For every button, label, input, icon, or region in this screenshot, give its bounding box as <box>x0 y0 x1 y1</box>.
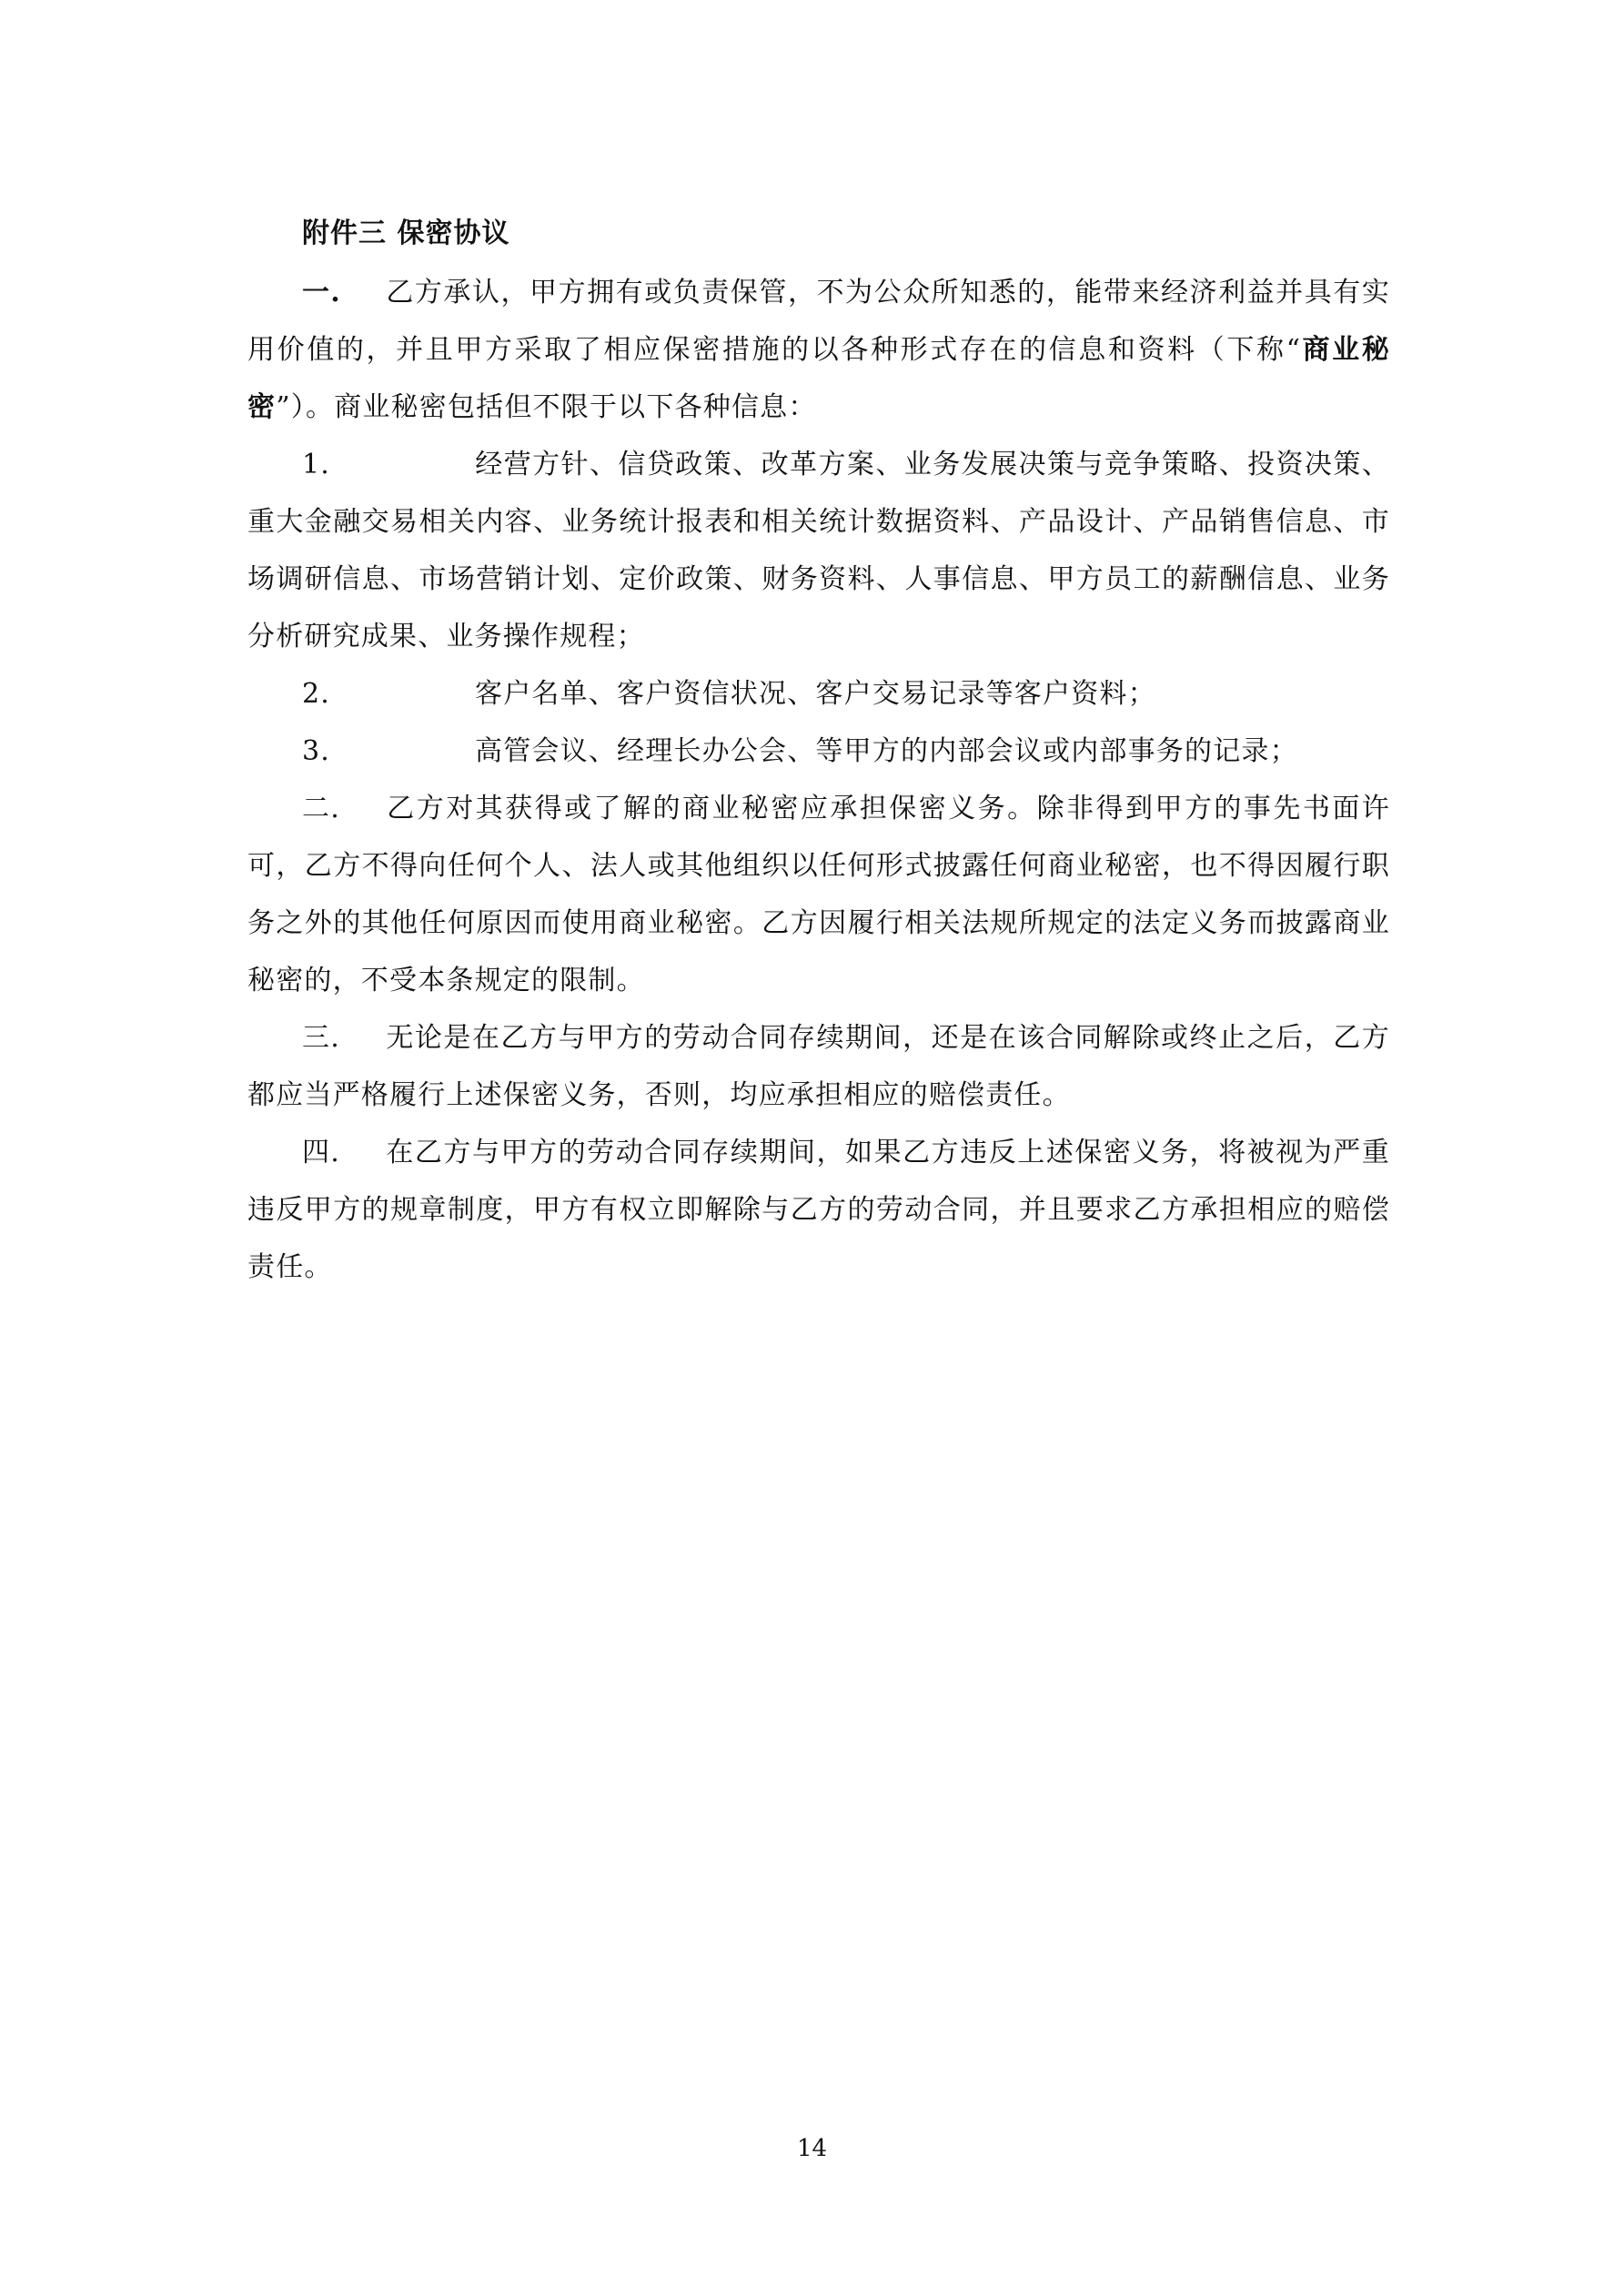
section-number: 三. <box>302 1022 340 1054</box>
item-text: 客户名单、客户资信状况、客户交易记录等客户资料； <box>475 678 1156 710</box>
list-item <box>247 665 1390 723</box>
item-number: 1. <box>302 449 331 480</box>
section-number: 二. <box>302 793 340 824</box>
section-text-continued: ”）。商业秘密包括但不限于以下各种信息： <box>276 391 817 423</box>
list-item <box>247 436 1390 665</box>
section-text: 在乙方与甲方的劳动合同存续期间，如果乙方违反上述保密义务，将被视为严重违反甲方的规章制度，甲方有权立即解除与乙方的劳动合同，并且要求乙方承担相应的赔偿责任。 <box>247 1137 1390 1283</box>
section-number: 一. <box>302 277 341 308</box>
document-body <box>247 205 1390 1296</box>
section-text: 乙方承认，甲方拥有或负责保管，不为公众所知悉的，能带来经济利益并具有实用价值的，并且甲方采取了相应保密措施的以各种形式存在的信息和资料（下称“ <box>247 277 1390 366</box>
item-text: 经营方针、信贷政策、改革方案、业务发展决策与竞争策略、投资决策、重大金融交易相关内容、业务统计报表和相关统计数据资料、产品设计、产品销售信息、市场调研信息、市场营销计划、定价政策、财务资料、人事信息、甲方员工的薪酬信息、业务分析研究成果、业务操作规程； <box>247 449 1390 652</box>
document-heading: 附件三 保密协议 <box>302 217 510 249</box>
item-text: 高管会议、经理长办公会、等甲方的内部会议或内部事务的记录； <box>475 735 1298 767</box>
section-number: 四. <box>302 1137 340 1168</box>
section-text: 无论是在乙方与甲方的劳动合同存续期间，还是在该合同解除或终止之后，乙方都应当严格履行上述保密义务，否则，均应承担相应的赔偿责任。 <box>247 1022 1390 1111</box>
section-text: 乙方对其获得或了解的商业秘密应承担保密义务。除非得到甲方的事先书面许可，乙方不得向任何个人、法人或其他组织以任何形式披露任何商业秘密，也不得因履行职务之外的其他任何原因而使用商业秘密。乙方因履行相关法规所规定的法定义务而披露商业秘密的，不受本条规定的限制。 <box>247 793 1390 996</box>
item-number: 2. <box>302 678 331 710</box>
section-4 <box>247 1124 1390 1296</box>
section-2 <box>247 780 1390 1009</box>
page-number: 14 <box>796 2135 828 2162</box>
item-number: 3. <box>302 735 331 767</box>
list-item <box>247 723 1390 780</box>
section-1 <box>247 264 1390 436</box>
section-3 <box>247 1009 1390 1124</box>
section-emphasis: 商业秘密 <box>247 334 1390 423</box>
